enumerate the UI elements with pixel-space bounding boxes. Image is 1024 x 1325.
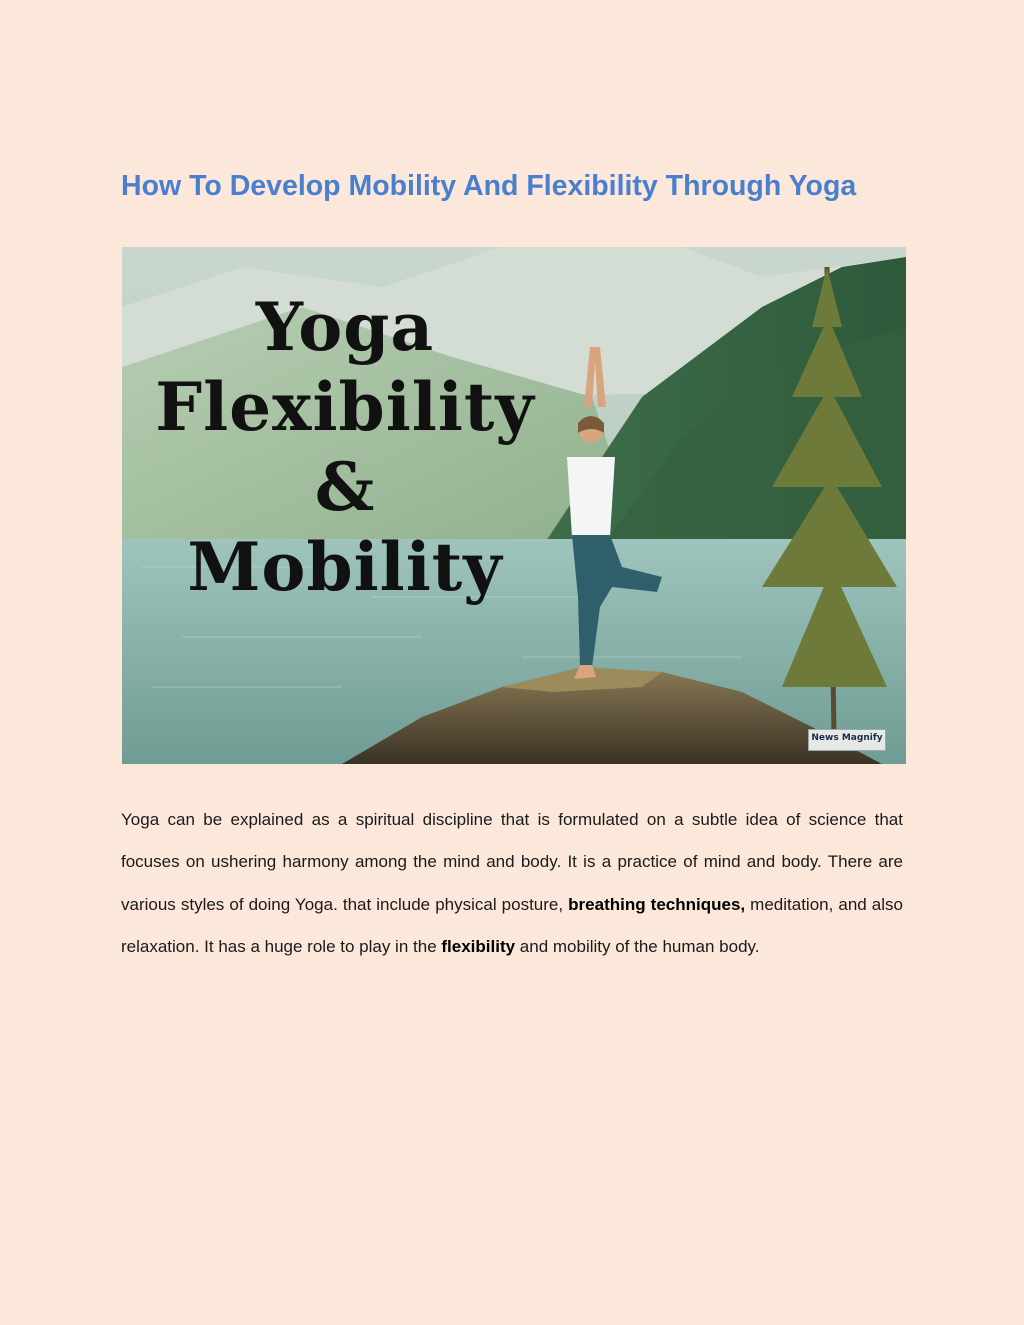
hero-line-yoga: Yoga: [255, 288, 435, 366]
newsmagnify-logo: News Magnify: [808, 729, 886, 751]
breathing-techniques-link: breathing techniques,: [568, 894, 746, 914]
hero-line-ampersand: &: [314, 448, 376, 526]
article-paragraph: Yoga can be explained as a spiritual discipline that is formulated on a subtle idea of science that focuses on ushering harmony among the mind and body. It is a practice of mind and body. There are various styles of doing Yoga. that include physical posture, breathing techniques, meditation, and also relaxation. It has a huge role to play in the flexibility and mobility of the human body.: [121, 810, 903, 956]
page-title: How To Develop Mobility And Flexibility Through Yoga: [121, 170, 857, 202]
hero-line-mobility: Mobility: [187, 528, 503, 606]
magnifier-icon: g: [856, 733, 864, 743]
hero-overlay-text: [122, 287, 568, 607]
hero-image: [122, 247, 906, 764]
flexibility-link: flexibility: [441, 936, 516, 956]
hero-line-flexibility: Flexibility: [155, 368, 535, 446]
